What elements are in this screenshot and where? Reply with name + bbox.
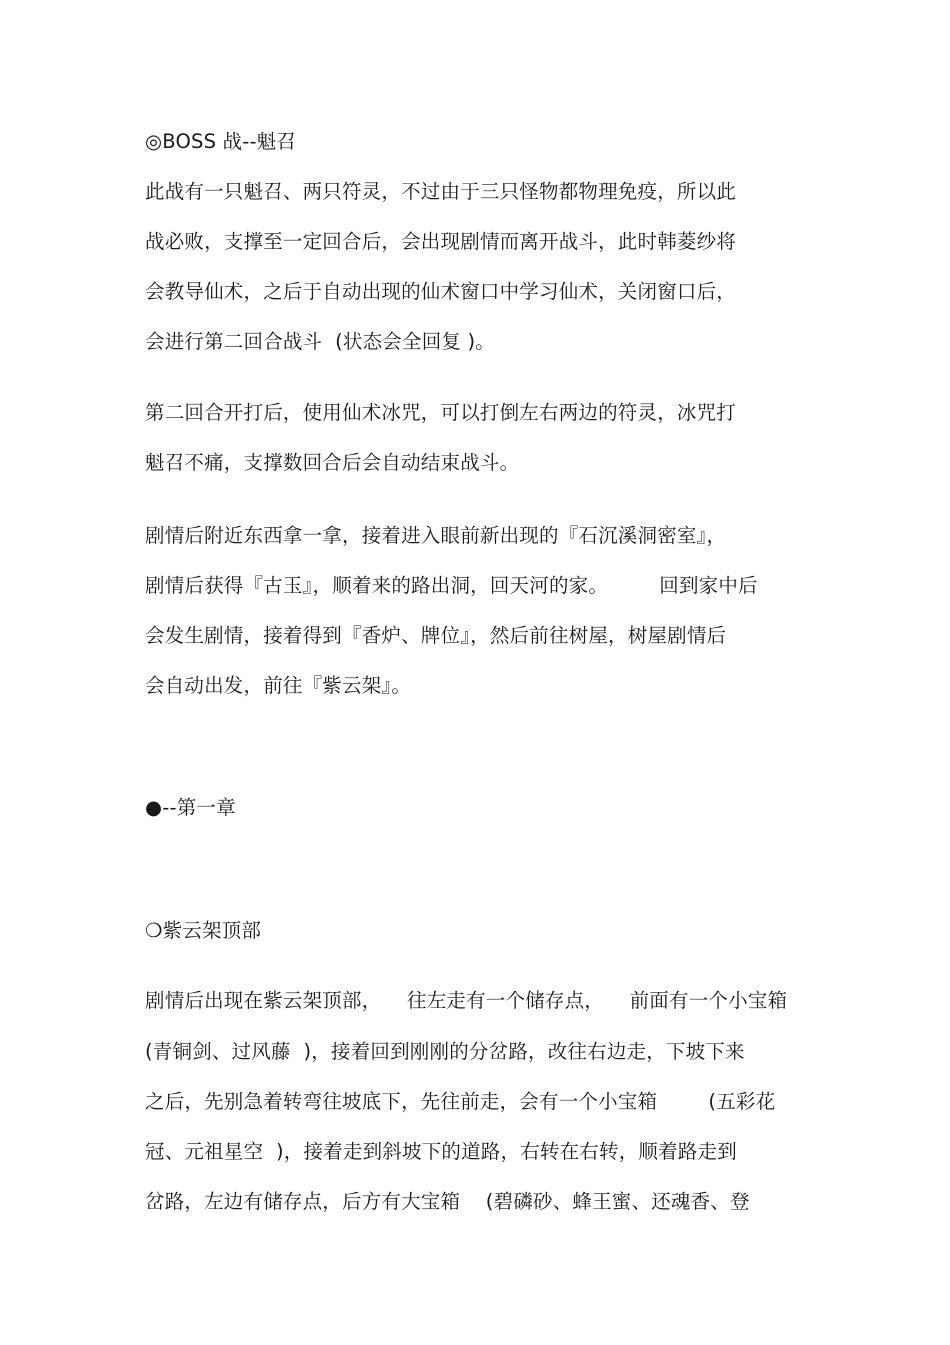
chapter-heading: ●--第一章 [145,796,236,819]
ziyunjia-paragraph-line5: 岔路，左边有储存点，后方有大宝箱 (碧磷砂、蜂王蜜、还魂香、登 [145,1190,750,1213]
ziyunjia-paragraph-line4: 冠、元祖星空 )，接着走到斜坡下的道路，右转在右转，顺着路走到 [145,1140,737,1163]
boss-battle-heading: ◎BOSS 战--魁召 [145,130,297,153]
boss-paragraph1-line1: 此战有一只魁召、两只符灵，不过由于三只怪物都物理免疫，所以此 [145,180,737,203]
ziyunjia-paragraph-line1: 剧情后出现在紫云架顶部， 往左走有一个储存点， 前面有一个小宝箱 [145,989,788,1012]
boss-paragraph3-line4: 会自动出发，前往『紫云架』。 [145,674,412,697]
boss-paragraph3-line2: 剧情后获得『古玉』，顺着来的路出洞，回天河的家。 回到家中后 [145,574,758,597]
boss-paragraph1-line4: 会进行第二回合战斗 (状态会全回复 )。 [145,330,496,353]
ziyunjia-paragraph-line2: (青铜剑、过风藤 )，接着回到刚刚的分岔路，改往右边走，下坡下来 [145,1040,745,1063]
ziyunjia-heading: ❍紫云架顶部 [145,919,262,942]
boss-paragraph2-line2: 魁召不痛，支撑数回合后会自动结束战斗。 [145,451,520,474]
boss-paragraph3-line3: 会发生剧情，接着得到『香炉、牌位』，然后前往树屋，树屋剧情后 [145,624,727,647]
boss-paragraph1-line3: 会教导仙术，之后于自动出现的仙术窗口中学习仙术，关闭窗口后， [145,280,737,303]
ziyunjia-paragraph-line3: 之后，先别急着转弯往坡底下，先往前走，会有一个小宝箱 (五彩花 [145,1090,776,1113]
boss-paragraph3-line1: 剧情后附近东西拿一拿，接着进入眼前新出现的『石沉溪洞密室』， [145,524,727,547]
boss-paragraph1-line2: 战必败，支撑至一定回合后，会出现剧情而离开战斗，此时韩菱纱将 [145,230,737,253]
boss-paragraph2-line1: 第二回合开打后，使用仙术冰咒，可以打倒左右两边的符灵，冰咒打 [145,401,737,424]
